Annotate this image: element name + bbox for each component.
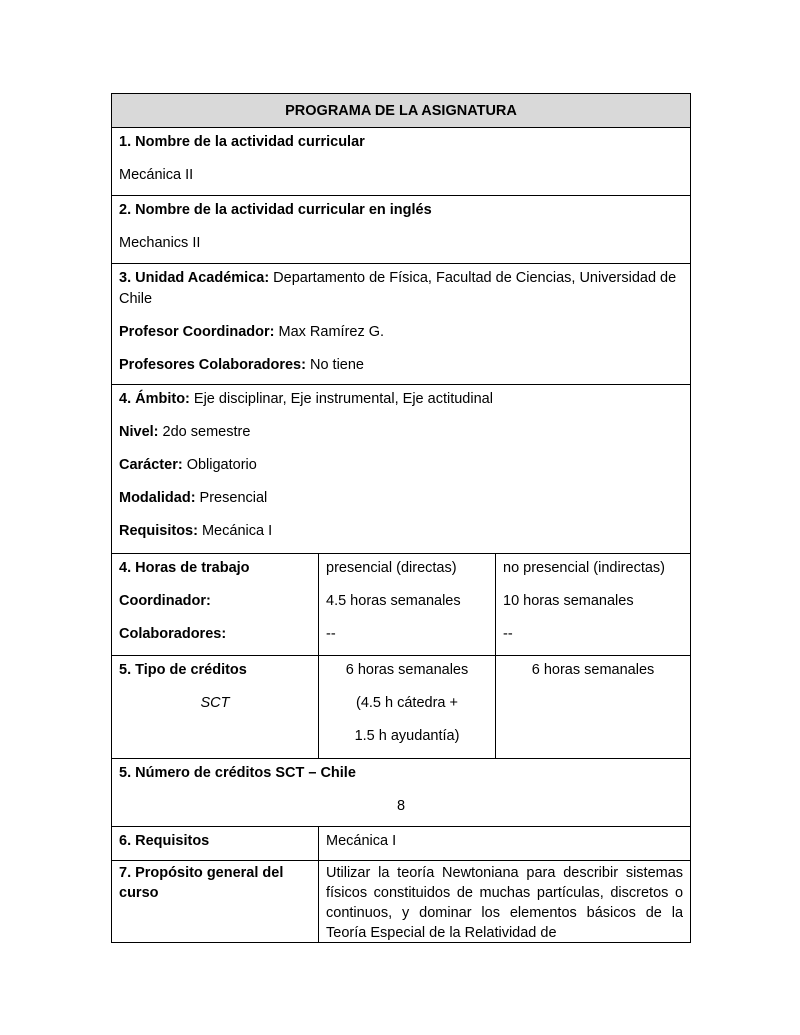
unidad-value: Departamento de Física, Facultad de Ciencias, Universidad de Chile	[119, 270, 677, 307]
requisitos-value: Mecánica I	[197, 523, 273, 539]
nombre-label: 1. Nombre de la actividad curricular	[119, 134, 365, 150]
creditos-row	[112, 656, 691, 759]
proposito-label-2: curso	[119, 885, 159, 901]
section-unidad	[112, 264, 691, 385]
caracter-label: Carácter:	[119, 457, 183, 473]
nivel-label: Nivel:	[119, 424, 159, 440]
caracter-value: Obligatorio	[182, 457, 257, 473]
proposito-value: Utilizar la teoría Newtoniana para describir sistemas físicos constituidos de muchas partículas, discretos o continuos, y dominar los elementos básicos de la Teoría Especial de la Relatividad de	[326, 865, 684, 941]
ambito-value: Eje disciplinar, Eje instrumental, Eje actitudinal	[189, 391, 493, 407]
coord-presencial: 4.5 horas semanales	[326, 593, 461, 609]
unidad-label: 3. Unidad Académica:	[119, 270, 270, 286]
requisitos-row-value: Mecánica I	[326, 833, 397, 849]
creditos-label: 5. Tipo de créditos	[119, 662, 247, 678]
horas-coord-label: Coordinador:	[119, 593, 211, 609]
requisitos-row-label: 6. Requisitos	[119, 833, 210, 849]
section-nombre-ingles	[112, 196, 691, 264]
nombre-value: Mecánica II	[119, 167, 194, 183]
creditos-presencial-3: 1.5 h ayudantía)	[354, 728, 460, 744]
numero-creditos-label: 5. Número de créditos SCT – Chile	[119, 765, 356, 781]
modalidad-value: Presencial	[195, 490, 268, 506]
numero-creditos-value: 8	[396, 798, 406, 814]
colaboradores-value: No tiene	[305, 357, 364, 373]
creditos-presencial-2: (4.5 h cátedra +	[356, 695, 458, 711]
section-ambito	[112, 385, 691, 554]
section-nombre	[112, 128, 691, 196]
colab-presencial: --	[326, 626, 336, 642]
no-presencial-header: no presencial (indirectas)	[503, 560, 665, 576]
colab-no-presencial: --	[503, 626, 513, 642]
table-title: PROGRAMA DE LA ASIGNATURA	[112, 94, 691, 128]
requisitos-row	[112, 827, 691, 861]
creditos-sub: SCT	[200, 695, 230, 711]
horas-colab-label: Colaboradores:	[119, 626, 227, 642]
nombre-ingles-value: Mechanics II	[119, 235, 201, 251]
presencial-header: presencial (directas)	[326, 560, 457, 576]
modalidad-label: Modalidad:	[119, 490, 196, 506]
coordinador-label: Profesor Coordinador:	[119, 324, 275, 340]
creditos-no-presencial: 6 horas semanales	[531, 662, 655, 678]
coord-no-presencial: 10 horas semanales	[503, 593, 634, 609]
creditos-presencial-1: 6 horas semanales	[345, 662, 469, 678]
requisitos-label: Requisitos:	[119, 523, 198, 539]
nombre-ingles-label: 2. Nombre de la actividad curricular en inglés	[119, 202, 432, 218]
proposito-label-1: 7. Propósito general del	[119, 865, 284, 881]
colaboradores-label: Profesores Colaboradores:	[119, 357, 306, 373]
horas-row	[112, 554, 691, 656]
coordinador-value: Max Ramírez G.	[274, 324, 385, 340]
nivel-value: 2do semestre	[158, 424, 251, 440]
proposito-row	[112, 861, 691, 943]
syllabus-table	[111, 93, 691, 943]
ambito-label: 4. Ámbito:	[119, 391, 190, 407]
section-numero-creditos	[112, 759, 691, 827]
horas-label: 4. Horas de trabajo	[119, 560, 250, 576]
